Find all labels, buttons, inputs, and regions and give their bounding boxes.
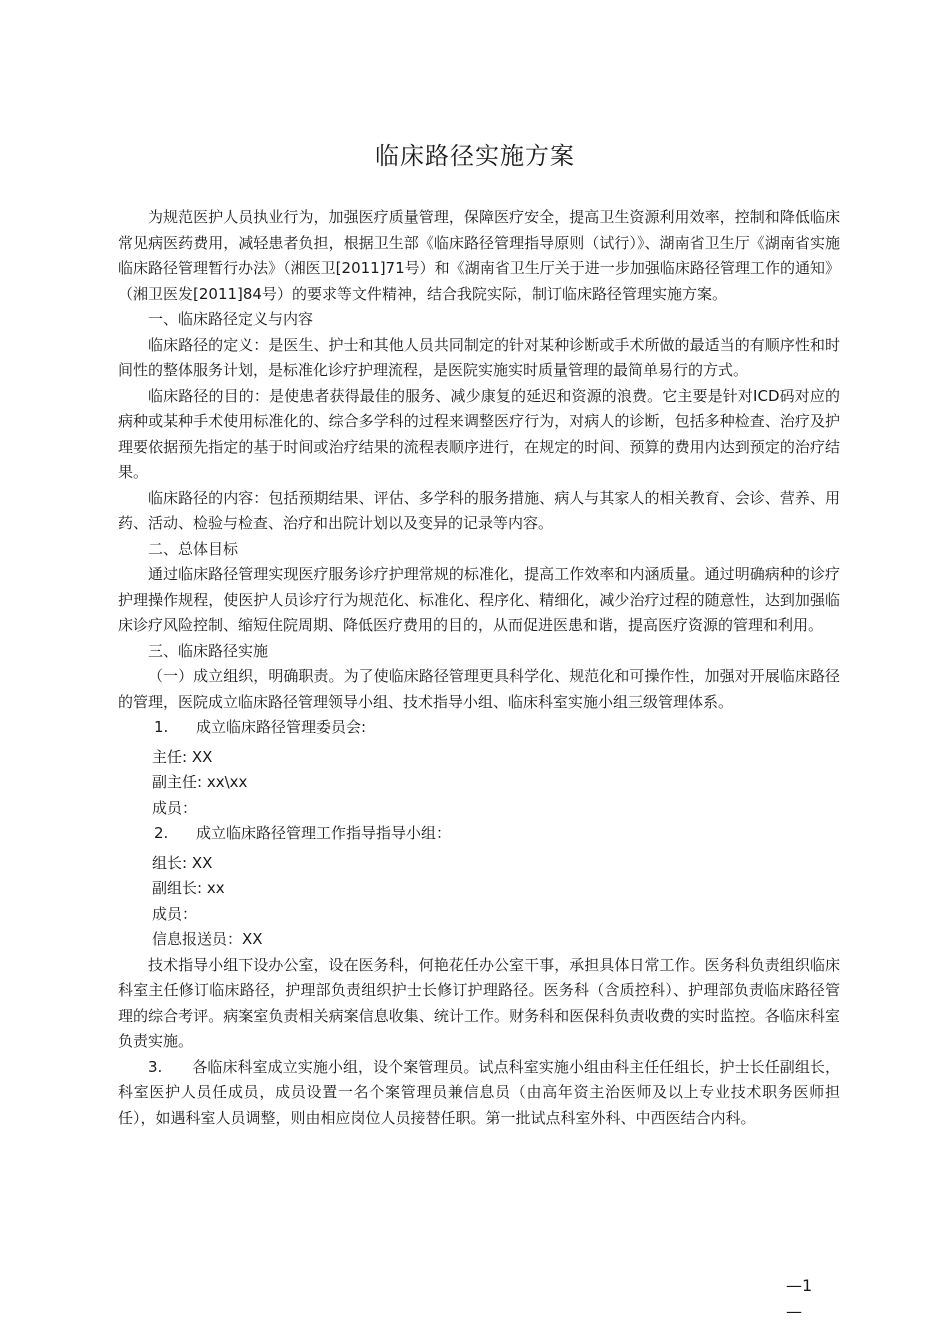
page-number: —1 xyxy=(786,1276,813,1295)
page-title: 临床路径实施方案 xyxy=(375,142,575,170)
numbered-item xyxy=(118,821,840,847)
item-number: 3. xyxy=(148,1057,163,1076)
item-text: 成立临床路径管理工作指导指导小组： xyxy=(196,824,452,842)
document-body xyxy=(118,205,840,1131)
role-line: 成员： xyxy=(152,904,198,923)
role-line: 信息报送员：XX xyxy=(152,930,263,948)
section-heading: 一、临床路径定义与内容 xyxy=(148,310,314,328)
paragraph: 临床路径的内容：包括预期结果、评估、多学科的服务措施、病人与其家人的相关教育、会诊、营养、用药、活动、检验与检查、治疗和出院计划以及变异的记录等内容。 xyxy=(118,488,840,532)
role-line: 副主任: xx\xx xyxy=(152,773,248,791)
paragraph: 临床路径的定义：是医生、护士和其他人员共同制定的针对某种诊断或手术所做的最适当的有顺序性和时间性的整体服务计划，是标准化诊疗护理流程，是医院实施实时质量管理的最简单易行的方式。 xyxy=(118,335,840,379)
paragraph: 通过临床路径管理实现医疗服务诊疗护理常规的标准化，提高工作效率和内涵质量。通过明确病种的诊疗护理操作规程，使医护人员诊疗行为规范化、标准化、程序化、精细化，减少治疗过程的随意性，达到加强临床诊疗风险控制、缩短住院周期、降低医疗费用的目的，从而促进医患和谐，提高医疗资源的管理和利用。 xyxy=(118,565,840,634)
item-text: 各临床科室成立实施小组，设个案管理员。试点科室实施小组由科主任任组长，护士长任副组长，科室医护人员任成员，成员设置一名个案管理员兼信息员（由高年资主治医师及以上专业技术职务医师担任），如遇科室人员调整，则由相应岗位人员接替任职。第一批试点科室外科、中西医结合内科。 xyxy=(118,1057,840,1127)
numbered-item xyxy=(118,1055,840,1132)
page-footer xyxy=(786,1276,813,1321)
numbered-item xyxy=(118,715,840,741)
item-number: 1. xyxy=(154,718,169,736)
role-line: 副组长: xx xyxy=(152,879,225,897)
role-line: 主任: XX xyxy=(152,747,213,766)
section-heading: 三、临床路径实施 xyxy=(148,641,269,660)
paragraph: 技术指导小组下设办公室，设在医务科，何艳花任办公室干事，承担具体日常工作。医务科负责组织临床科室主任修订临床路径，护理部负责组织护士长修订护理路径。医务科（含质控科）、护理部负责临床路径管理的综合考评。病案室负责相关病案信息收集、统计工作。财务科和医保科负责收费的实时监控。各临床科室负责实施。 xyxy=(118,955,840,1050)
paragraph: （一）成立组织，明确职责。为了使临床路径管理更具科学化、规范化和可操作性，加强对开展临床路径的管理，医院成立临床路径管理领导小组、技术指导小组、临床科室实施小组三级管理体系。 xyxy=(118,667,840,711)
footer-dash: — xyxy=(786,1302,802,1321)
role-line: 成员： xyxy=(152,798,198,817)
intro-paragraph: 为规范医护人员执业行为，加强医疗质量管理，保障医疗安全，提高卫生资源利用效率，控制和降低临床常见病医药费用，减轻患者负担，根据卫生部《临床路径管理指导原则（试行）》、湖南省卫生厅《湖南省实施临床路径管理暂行办法》（湘医卫[2011]71号）和《湖南省卫生厅关于进一步加强临床路径管理工作的通知》（湘卫医发[2011]84号）的要求等文件精神，结合我院实际，制订临床路径管理实施方案。 xyxy=(118,208,840,303)
section-heading: 二、总体目标 xyxy=(148,539,239,558)
paragraph: 临床路径的目的：是使患者获得最佳的服务、减少康复的延迟和资源的浪费。它主要是针对ICD码对应的病种或某种手术使用标准化的、综合多学科的过程来调整医疗行为，对病人的诊断，包括多种检查、治疗及护理要依据预先指定的基于时间或治疗结果的流程表顺序进行，在规定的时间、预算的费用内达到预定的治疗结果。 xyxy=(118,386,840,481)
item-number: 2. xyxy=(154,824,169,842)
role-line: 组长: XX xyxy=(152,853,213,872)
item-text: 成立临床路径管理委员会: xyxy=(196,718,367,736)
